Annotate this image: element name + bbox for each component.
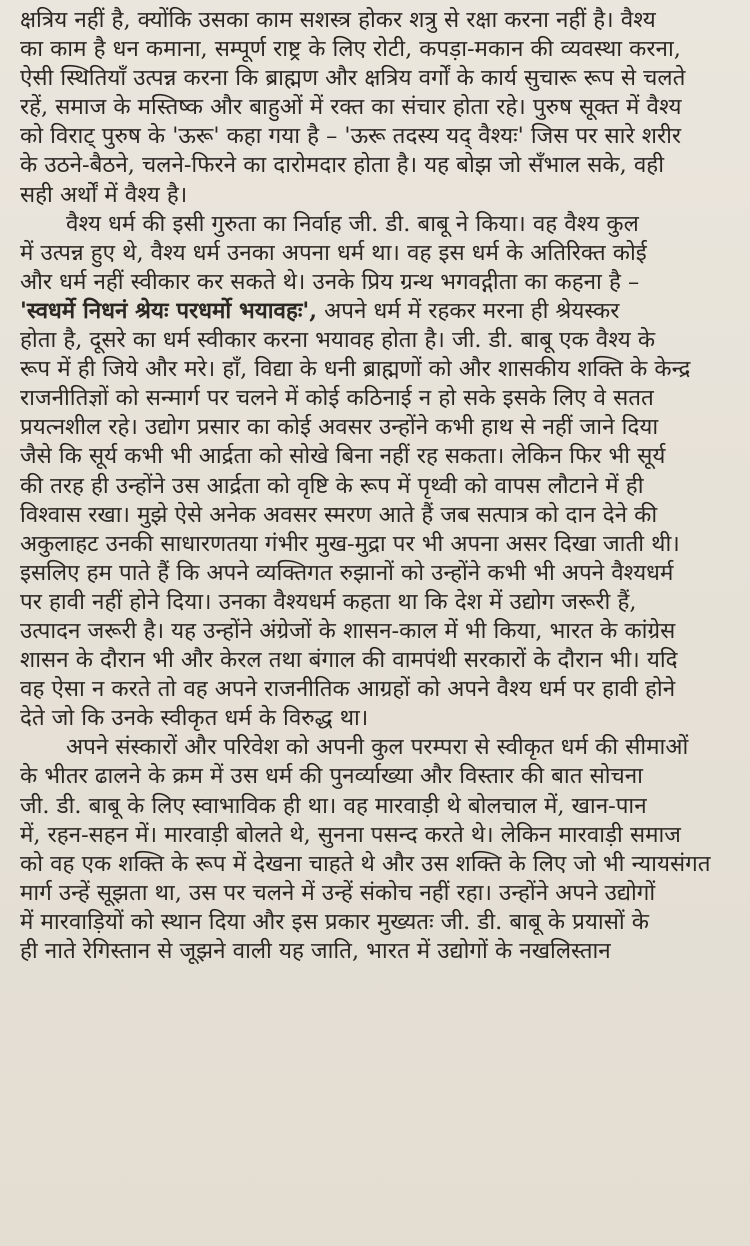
text-line: की तरह ही उन्होंने उस आर्द्रता को वृष्टि के रूप में पृथ्वी को वापस लौटाने में ही — [20, 472, 644, 499]
text-line: के उठने-बैठने, चलने-फिरने का दारोमदार होता है। यह बोझ जो सँभाल सके, वही — [20, 152, 664, 179]
text-line: ही नाते रेगिस्तान से जूझने वाली यह जाति, भारत में उद्योगों के नखलिस्तान — [20, 938, 611, 964]
text-line: मार्ग उन्हें सूझता था, उस पर चलने में उन्हें संकोच नहीं रहा। उन्होंने अपने उद्योगों — [20, 879, 656, 906]
text-line: के भीतर ढालने के क्रम में उस धर्म की पुनर्व्याख्या और विस्तार की बात सोचना — [20, 763, 643, 790]
text-line: को विराट् पुरुष के 'ऊरू' कहा गया है – 'ऊरू तदस्य यद् वैश्यः' जिस पर सारे शरीर — [20, 123, 682, 150]
text-line: उत्पादन जरूरी है। यह उन्होंने अंग्रेजों के शासन-काल में भी किया, भारत के कांग्रेस — [20, 617, 676, 644]
text-line: रहें, समाज के मस्तिष्क और बाहुओं में रक्त का संचार होता रहे। पुरुष सूक्त में वैश्य — [20, 94, 682, 121]
text-line-with-quote — [20, 297, 736, 326]
text-line: पर हावी नहीं होने दिया। उनका वैश्यधर्म कहता था कि देश में उद्योग जरूरी हैं, — [20, 588, 637, 615]
text-line: जैसे कि सूर्य कभी भी आर्द्रता को सोखे बिना नहीं रह सकता। लेकिन फिर भी सूर्य — [20, 443, 666, 470]
text-line: में उत्पन्न हुए थे, वैश्य धर्म उनका अपना धर्म था। वह इस धर्म के अतिरिक्त कोई — [20, 239, 647, 266]
text-line: सही अर्थों में वैश्य है। — [20, 181, 188, 208]
text-line: विश्वास रखा। मुझे ऐसे अनेक अवसर स्मरण आते हैं जब सत्पात्र को दान देने की — [20, 501, 658, 528]
text-line: और धर्म नहीं स्वीकार कर सकते थे। उनके प्रिय ग्रन्थ भगवद्गीता का कहना है – — [20, 268, 640, 295]
paragraph-1 — [20, 6, 736, 210]
text-line: अपने संस्कारों और परिवेश को अपनी कुल परम्परा से स्वीकृत धर्म की सीमाओं — [66, 734, 689, 761]
text-line: वैश्य धर्म की इसी गुरुता का निर्वाह जी. डी. बाबू ने किया। वह वैश्य कुल — [66, 210, 639, 237]
text-line: क्षत्रिय नहीं है, क्योंकि उसका काम सशस्त्र होकर शत्रु से रक्षा करना नहीं है। वैश्य — [20, 7, 656, 33]
text-line: में मारवाड़ियों को स्थान दिया और इस प्रकार मुख्यतः जी. डी. बाबू के प्रयासों के — [20, 908, 649, 935]
text-line: प्रयत्नशील रहे। उद्योग प्रसार का कोई अवसर उन्होंने कभी हाथ से नहीं जाने दिया — [20, 414, 659, 441]
text-line: में, रहन-सहन में। मारवाड़ी बोलते थे, सुनना पसन्द करते थे। लेकिन मारवाड़ी समाज — [20, 821, 681, 848]
paragraph-3 — [20, 733, 736, 966]
text-line: रूप में ही जिये और मरे। हाँ, विद्या के धनी ब्राह्मणों को और शासकीय शक्ति के केन्द्र — [20, 356, 691, 383]
paragraph-2 — [20, 210, 736, 734]
text-line: को वह एक शक्ति के रूप में देखना चाहते थे और उस शक्ति के लिए जो भी न्यायसंगत — [20, 850, 711, 877]
text-line: ऐसी स्थितियाँ उत्पन्न करना कि ब्राह्मण और क्षत्रिय वर्गों के कार्य सुचारू रूप से चलते — [20, 65, 686, 92]
text-line: अकुलाहट उनकी साधारणतया गंभीर मुख-मुद्रा पर भी अपना असर दिखा जाती थी। — [20, 530, 680, 557]
text-line: होता है, दूसरे का धर्म स्वीकार करना भयावह होता है। जी. डी. बाबू एक वैश्य के — [20, 327, 656, 354]
text-line: राजनीतिज्ञों को सन्मार्ग पर चलने में कोई कठिनाई न हो सके इसके लिए वे सतत — [20, 385, 654, 412]
text-line: देते जो कि उनके स्वीकृत धर्म के विरुद्ध था। — [20, 705, 369, 732]
text-line: का काम है धन कमाना, सम्पूर्ण राष्ट्र के लिए रोटी, कपड़ा-मकान की व्यवस्था करना, — [20, 36, 681, 63]
page-text — [20, 6, 736, 966]
text-line: शासन के दौरान भी और केरल तथा बंगाल की वामपंथी सरकारों के दौरान भी। यदि — [20, 647, 678, 674]
text-line: इसलिए हम पाते हैं कि अपने व्यक्तिगत रुझानों को उन्होंने कभी भी अपने वैश्यधर्म — [20, 559, 674, 586]
gita-quote: 'स्वधर्मे निधनं श्रेयः परधर्मो भयावहः', — [20, 297, 318, 324]
quote-explanation: अपने धर्म में रहकर मरना ही श्रेयस्कर — [317, 297, 620, 324]
text-line: जी. डी. बाबू के लिए स्वाभाविक ही था। वह मारवाड़ी थे बोलचाल में, खान-पान — [20, 792, 647, 819]
text-line: वह ऐसा न करते तो वह अपने राजनीतिक आग्रहों को अपने वैश्य धर्म पर हावी होने — [20, 676, 676, 703]
